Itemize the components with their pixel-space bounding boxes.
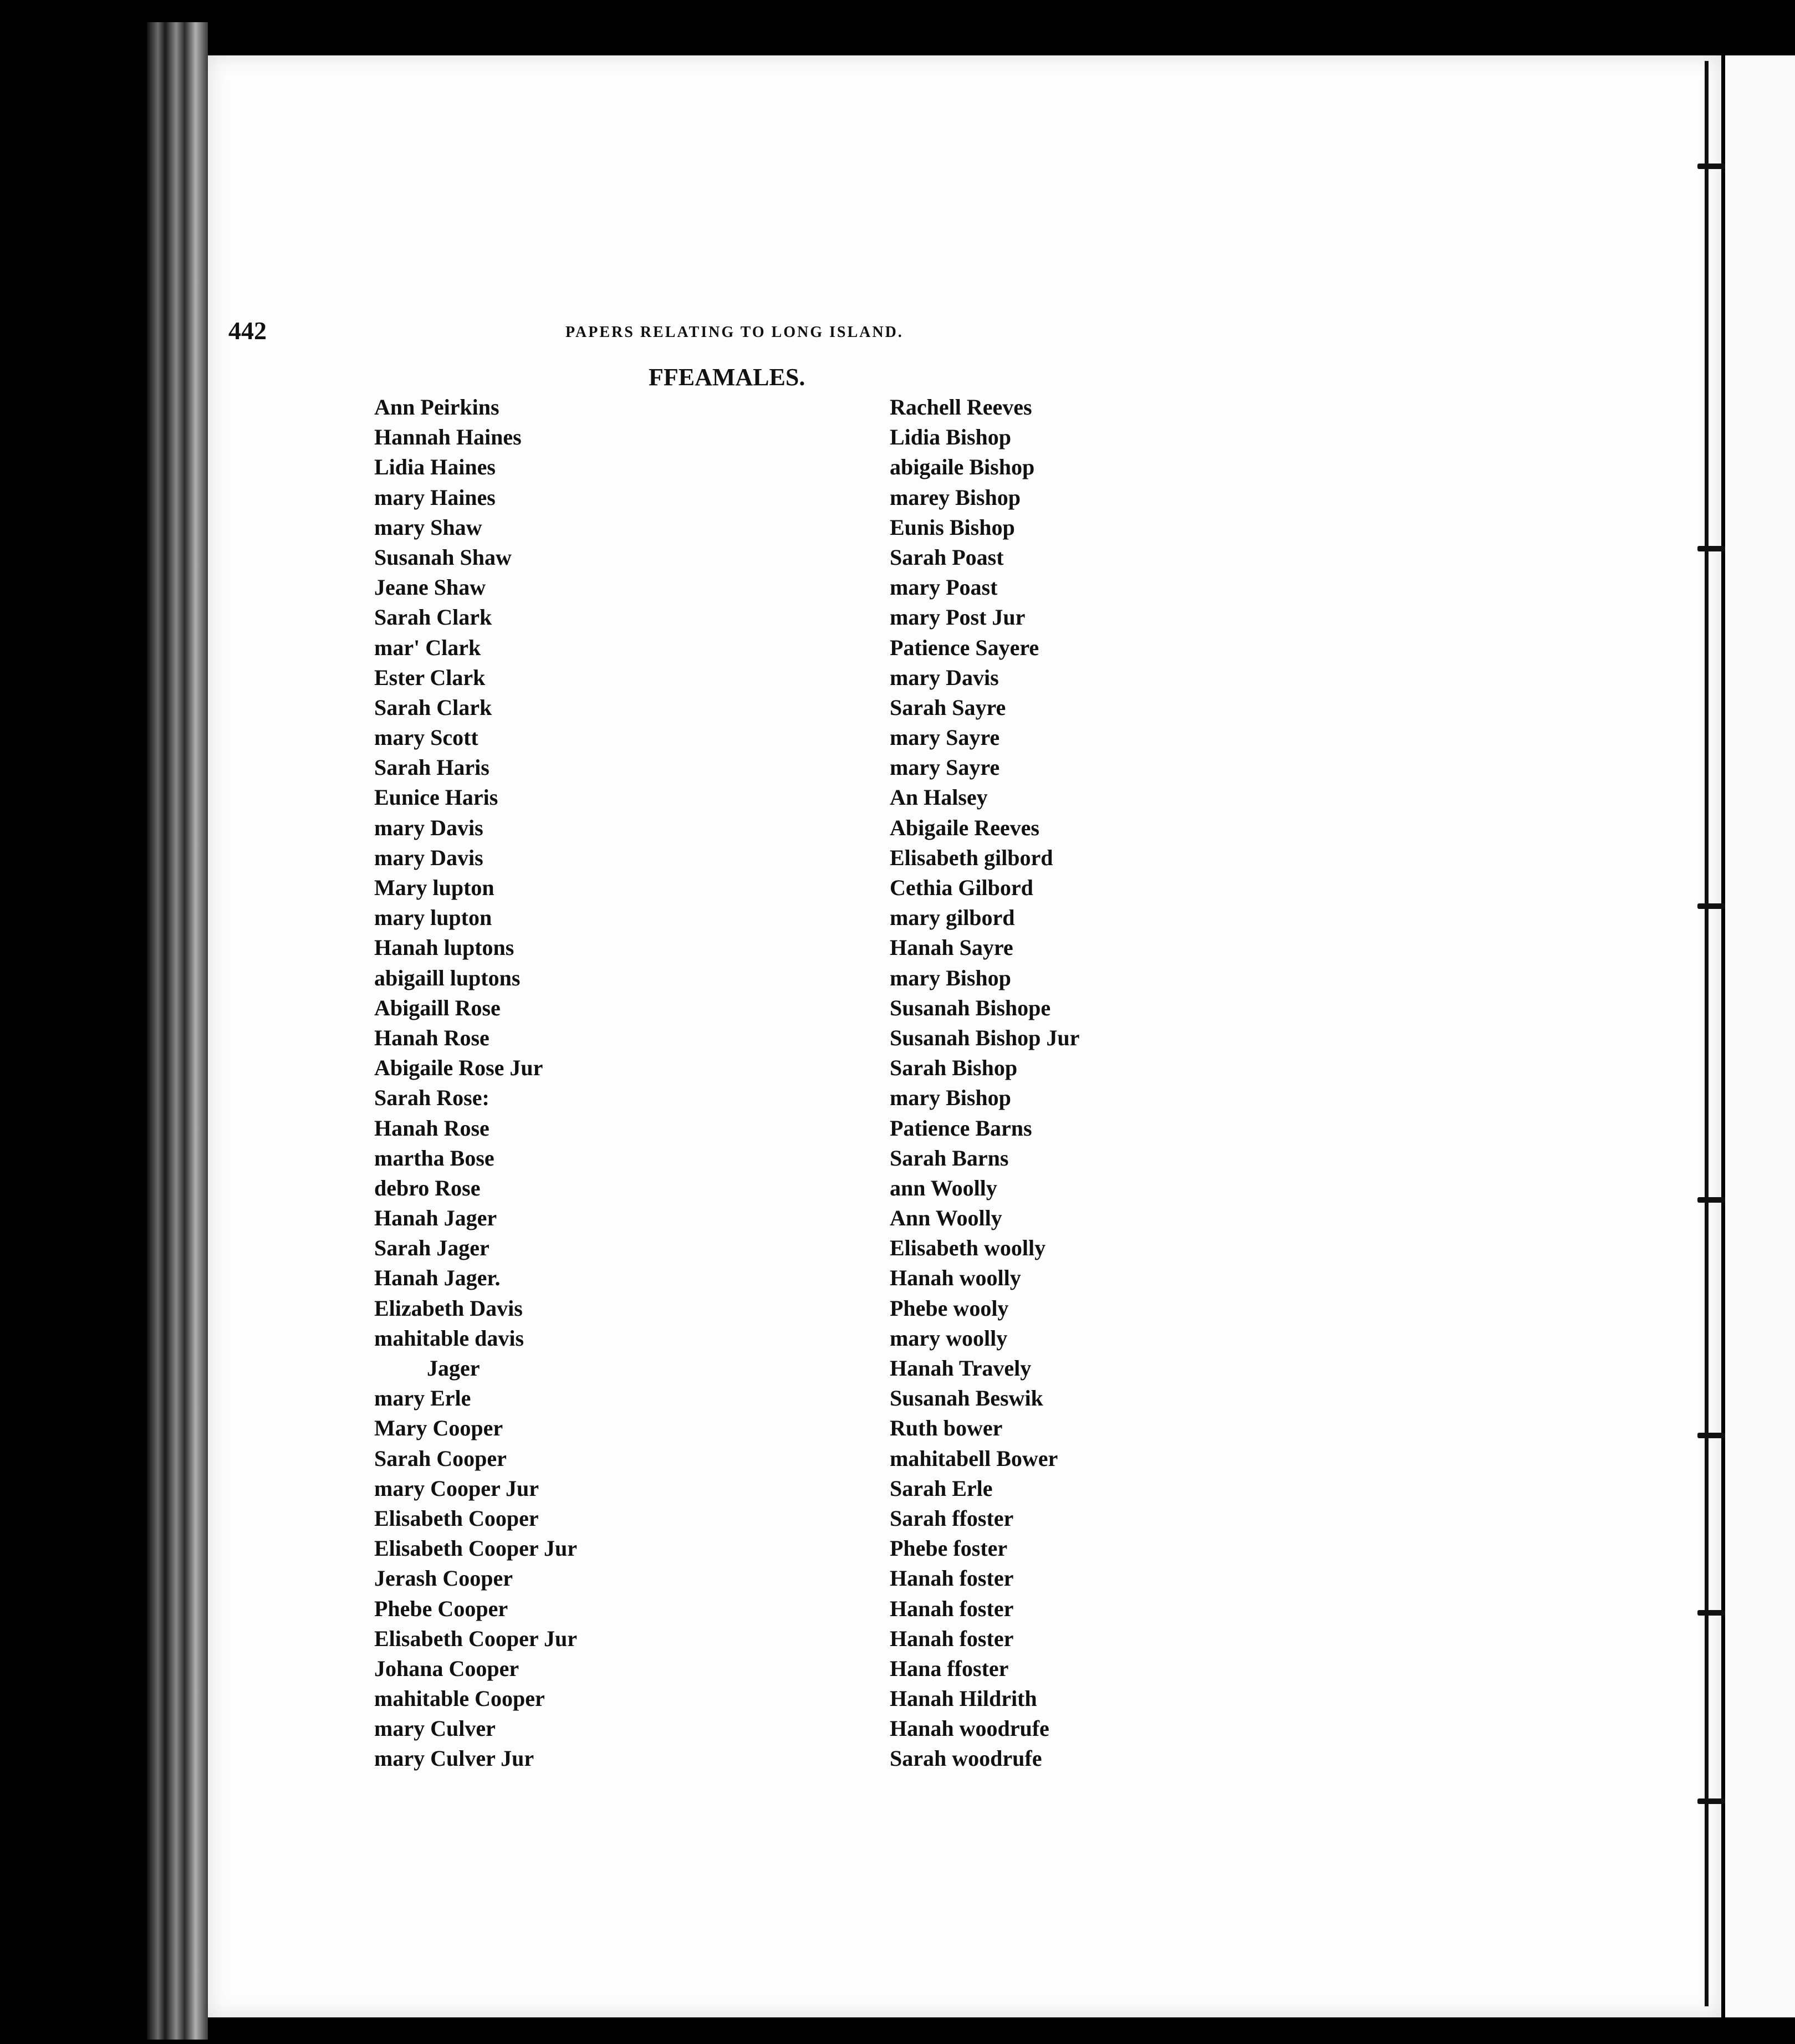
name-entry: mary lupton <box>374 905 492 931</box>
name-entry: marey Bishop <box>890 484 1021 510</box>
name-entry: Mary lupton <box>374 875 494 900</box>
name-entry: mary Bishop <box>890 1085 1011 1111</box>
binding-stitch <box>1697 163 1725 169</box>
name-entry: Elisabeth Cooper Jur <box>374 1536 577 1561</box>
name-entry: debro Rose <box>374 1175 481 1200</box>
name-entry: mary Post Jur <box>890 605 1026 630</box>
name-entry: mary Poast <box>890 575 998 600</box>
name-entry: mary Davis <box>374 845 483 870</box>
name-entry: mary Bishop <box>890 965 1011 990</box>
page-header <box>0 316 1795 349</box>
section-title: FFEAMALES. <box>649 364 805 391</box>
name-entry: Abigaile Reeves <box>890 815 1039 840</box>
name-entry: Susanah Bishop Jur <box>890 1025 1080 1050</box>
name-entry: Sarah Clark <box>374 694 492 720</box>
name-entry: Elisabeth gilbord <box>890 845 1053 870</box>
name-entry: mary gilbord <box>890 905 1015 931</box>
name-entry: mahitable davis <box>374 1325 524 1351</box>
name-entry: Hannah Haines <box>374 425 522 450</box>
name-entry: Rachell Reeves <box>890 395 1032 420</box>
name-entry: abigaile Bishop <box>890 454 1035 480</box>
name-entry: mary Erle <box>374 1386 471 1411</box>
name-entry: Sarah Barns <box>890 1145 1009 1171</box>
right-name-column <box>890 392 1079 1774</box>
name-entry: Hanah Hildrith <box>890 1686 1037 1711</box>
name-entry: Sarah Haris <box>374 755 489 780</box>
name-entry: Sarah ffoster <box>890 1505 1014 1531</box>
name-entry: mary Shaw <box>374 514 482 540</box>
facing-page-edge <box>1725 55 1795 2017</box>
name-entry: Phebe wooly <box>890 1295 1009 1321</box>
name-entry: Johana Cooper <box>374 1655 519 1681</box>
name-entry: Eunis Bishop <box>890 514 1015 540</box>
name-entry: Susanah Beswik <box>890 1386 1043 1411</box>
name-entry: Susanah Shaw <box>374 544 512 570</box>
name-entry: Elizabeth Davis <box>374 1295 523 1321</box>
name-entry: Phebe Cooper <box>374 1596 508 1621</box>
name-entry: mahitabell Bower <box>890 1445 1058 1471</box>
name-entry: Jager <box>427 1356 480 1381</box>
name-entry: Sarah Jager <box>374 1235 489 1261</box>
name-entry: mary Sayre <box>890 725 1000 750</box>
name-entry: Lidia Haines <box>374 454 496 480</box>
name-entry: Elisabeth Cooper <box>374 1505 539 1531</box>
name-entry: ann Woolly <box>890 1175 997 1200</box>
name-entry: Hanah Jager <box>374 1205 497 1231</box>
name-entry: mahitable Cooper <box>374 1686 545 1711</box>
binding-stitch <box>1697 546 1725 551</box>
name-entry: Abigaile Rose Jur <box>374 1055 543 1081</box>
name-entry: mary Scott <box>374 725 478 750</box>
name-entry: Hanah Rose <box>374 1025 489 1050</box>
name-entry: mary Haines <box>374 484 496 510</box>
name-entry: Elisabeth Cooper Jur <box>374 1626 577 1651</box>
name-entry: mary Culver <box>374 1716 496 1741</box>
binding-stitch <box>1697 1798 1725 1804</box>
name-entry: Phebe foster <box>890 1536 1008 1561</box>
name-entry: Lidia Bishop <box>890 425 1012 450</box>
name-entry: Hana ffoster <box>890 1655 1009 1681</box>
name-entry: mary woolly <box>890 1325 1008 1351</box>
binding-stitch <box>1697 1433 1725 1438</box>
name-entry: Jerash Cooper <box>374 1566 513 1591</box>
name-entry: Sarah Sayre <box>890 694 1006 720</box>
page-number: 442 <box>228 316 267 345</box>
name-entry: Jeane Shaw <box>374 575 486 600</box>
name-entry: Elisabeth woolly <box>890 1235 1046 1261</box>
name-entry: mary Davis <box>374 815 483 840</box>
name-entry: Abigaill Rose <box>374 995 501 1020</box>
name-entry: Eunice Haris <box>374 785 498 810</box>
name-entry: mary Culver Jur <box>374 1746 534 1771</box>
name-entry: Patience Sayere <box>890 635 1039 660</box>
name-entry: Sarah Clark <box>374 605 492 630</box>
name-entry: Sarah woodrufe <box>890 1746 1042 1771</box>
name-entry: Hanah foster <box>890 1596 1014 1621</box>
binding-stitch <box>1697 1197 1725 1203</box>
name-entry: martha Bose <box>374 1145 494 1171</box>
name-entry: mary Davis <box>890 665 999 690</box>
name-entry: Hanah Travely <box>890 1356 1032 1381</box>
name-entry: Sarah Poast <box>890 544 1004 570</box>
name-entry: Ann Peirkins <box>374 395 499 420</box>
name-entry: An Halsey <box>890 785 988 810</box>
name-entry: mar' Clark <box>374 635 481 660</box>
binding-thread <box>1705 61 1720 2006</box>
name-entry: Hanah foster <box>890 1626 1014 1651</box>
name-entry: Ruth bower <box>890 1416 1003 1441</box>
name-entry: Hanah woodrufe <box>890 1716 1049 1741</box>
name-entry: Hanah Rose <box>374 1115 489 1141</box>
name-entry: Sarah Erle <box>890 1475 993 1501</box>
name-entry: mary Cooper Jur <box>374 1475 539 1501</box>
name-entry: Sarah Bishop <box>890 1055 1018 1081</box>
binding-stitch <box>1697 1610 1725 1616</box>
name-entry: Patience Barns <box>890 1115 1032 1141</box>
name-entry: Hanah foster <box>890 1566 1014 1591</box>
name-entry: Susanah Bishope <box>890 995 1051 1020</box>
name-entry: Cethia Gilbord <box>890 875 1033 900</box>
name-entry: Sarah Rose: <box>374 1085 489 1111</box>
binding-stitch <box>1697 903 1725 909</box>
left-name-column <box>374 392 577 1774</box>
name-entry: abigaill luptons <box>374 965 521 990</box>
name-entry: Hanah Jager. <box>374 1265 501 1291</box>
name-entry: Ann Woolly <box>890 1205 1002 1231</box>
name-entry: Hanah luptons <box>374 935 514 960</box>
running-title: PAPERS RELATING TO LONG ISLAND. <box>565 324 904 341</box>
name-entry: Mary Cooper <box>374 1416 503 1441</box>
name-entry: Hanah Sayre <box>890 935 1013 960</box>
name-entry: Sarah Cooper <box>374 1445 507 1471</box>
name-entry: Ester Clark <box>374 665 486 690</box>
name-entry: Hanah woolly <box>890 1265 1021 1291</box>
name-entry: mary Sayre <box>890 755 1000 780</box>
